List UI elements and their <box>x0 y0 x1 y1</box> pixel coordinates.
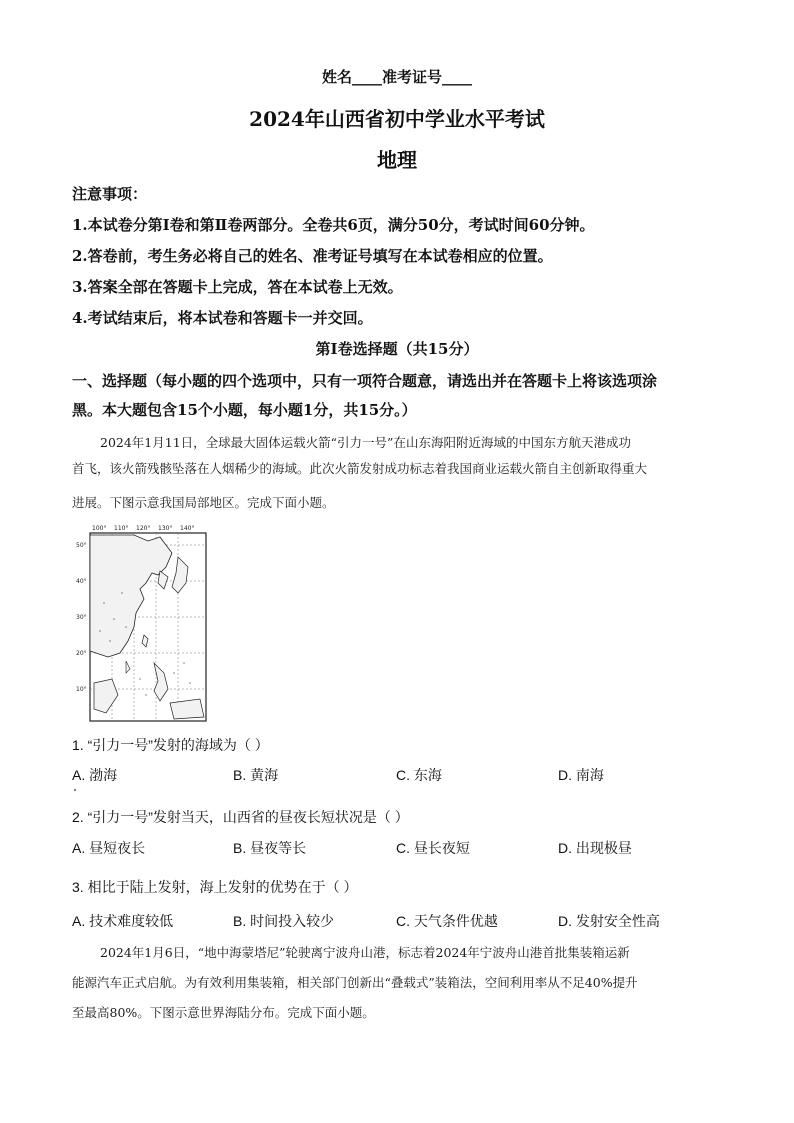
notes-heading: 注意事项： <box>72 185 148 203</box>
lat-label-50: 50° <box>76 542 87 549</box>
question-1-option-b[interactable]: B. 黄海 <box>233 767 279 783</box>
passage-2-line-2: 能源汽车正式启航。为有效利用集装箱，相关部门创新出“叠载式”装箱法，空间利用率从不足40%提升 <box>72 975 638 990</box>
question-1-option-d[interactable]: D. 南海 <box>558 767 604 783</box>
lon-label-130: 130° <box>158 525 173 532</box>
note-item-3: 3.答案全部在答题卡上完成，答在本试卷上无效。 <box>72 278 403 296</box>
lon-label-120: 120° <box>136 525 151 532</box>
question-2-option-c[interactable]: C. 昼长夜短 <box>396 840 470 856</box>
question-3-stem: 3. 相比于陆上发射，海上发射的优势在于（ ） <box>72 879 358 895</box>
question-2-option-d[interactable]: D. 出现极昼 <box>558 840 632 856</box>
question-3-option-a[interactable]: A. 技术难度较低 <box>72 913 174 929</box>
passage-1-line-3: 进展。下图示意我国局部地区。完成下面小题。 <box>72 495 335 510</box>
section-title: 第Ⅰ卷选择题（共15分） <box>315 340 479 358</box>
passage-1-line-1: 2024年1月11日，全球最大固体运载火箭“引力一号”在山东海阳附近海域的中国东方航天港成功 <box>100 435 631 450</box>
section-intro-line-1: 一、选择题（每小题的四个选项中，只有一项符合题意，请选出并在答题卡上将该选项涂 <box>72 372 658 390</box>
lon-label-100: 100° <box>92 525 107 532</box>
lon-label-140: 140° <box>180 525 195 532</box>
question-2-stem: 2. “引力一号”发射当天，山西省的昼夜长短状况是（ ） <box>72 809 409 825</box>
subject-title: 地理 <box>377 148 417 172</box>
note-item-1: 1.本试卷分第Ⅰ卷和第Ⅱ卷两部分。全卷共6页，满分50分，考试时间60分钟。 <box>72 216 595 234</box>
lon-label-110: 110° <box>114 525 129 532</box>
question-2-option-a[interactable]: A. 昼短夜长 <box>72 840 146 856</box>
passage-2-line-1: 2024年1月6日，“地中海蒙塔尼”轮驶离宁波舟山港，标志着2024年宁波舟山港首批集装箱运新 <box>100 945 630 960</box>
question-2-option-b[interactable]: B. 昼夜等长 <box>233 840 307 856</box>
question-1-stem: 1. “引力一号”发射的海域为（ ） <box>72 737 269 753</box>
question-3-option-d[interactable]: D. 发射安全性高 <box>558 913 660 929</box>
question-3-option-b[interactable]: B. 时间投入较少 <box>233 913 335 929</box>
question-1-option-a[interactable]: A. 渤海 <box>72 767 118 783</box>
lat-label-30: 30° <box>76 614 87 621</box>
stray-mark <box>74 789 76 791</box>
question-1-option-c[interactable]: C. 东海 <box>396 767 442 783</box>
note-item-4: 4.考试结束后，将本试卷和答题卡一并交回。 <box>72 309 373 327</box>
lat-label-40: 40° <box>76 578 87 585</box>
passage-2-line-3: 至最高80%。下图示意世界海陆分布。完成下面小题。 <box>72 1005 375 1020</box>
china-region-map <box>74 523 210 727</box>
question-3-option-c[interactable]: C. 天气条件优越 <box>396 913 498 929</box>
note-item-2: 2.答卷前，考生务必将自己的姓名、准考证号填写在本试卷相应的位置。 <box>72 247 553 265</box>
section-intro-line-2: 黑。本大题包含15个小题，每小题1分，共15分。） <box>72 401 417 419</box>
lat-label-20: 20° <box>76 650 87 657</box>
exam-title: 2024年山西省初中学业水平考试 <box>249 107 545 131</box>
passage-1-line-2: 首飞，该火箭残骸坠落在人烟稀少的海域。此次火箭发射成功标志着我国商业运载火箭自主创新取得重大 <box>72 461 648 476</box>
lat-label-10: 10° <box>76 686 87 693</box>
name-id-line: 姓名____准考证号____ <box>321 68 472 86</box>
